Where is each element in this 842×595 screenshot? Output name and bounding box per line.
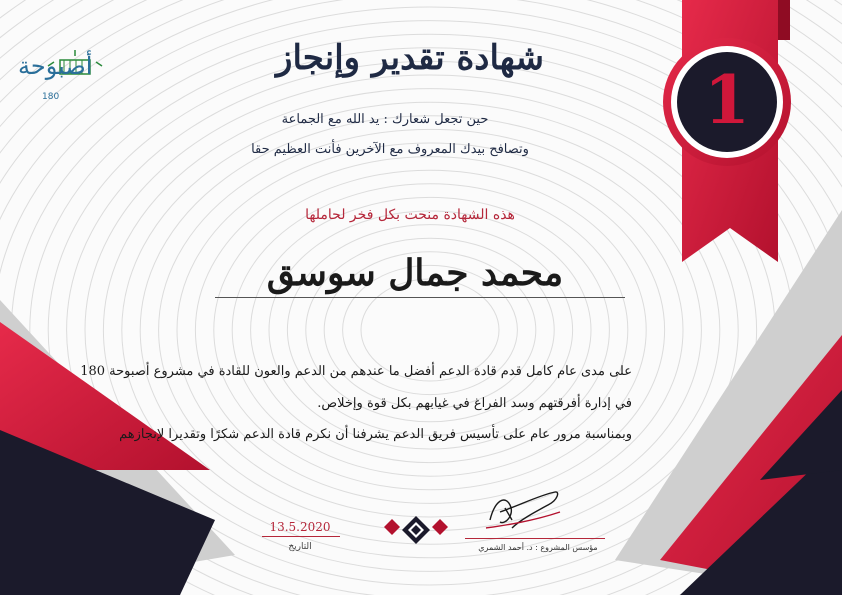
quote-line-2: وتصافح بيدك المعروف مع الآخرين فأنت العظيم حقا <box>251 142 529 157</box>
wave-line <box>269 211 591 449</box>
certificate-title: شهادة تقدير وإنجاز <box>276 38 544 78</box>
badge-rank-number: 1 <box>704 61 750 139</box>
wave-line <box>159 129 702 530</box>
wave-line <box>177 143 683 517</box>
body-text-line-3: وبمناسبة مرور عام على تأسيس فريق الدعم يشرفنا أن نكرم قادة الدعم شكرًا وتقديرا لإنجازهم <box>119 427 632 442</box>
signature-label: مؤسس المشروع : د. أحمد الشمري <box>478 543 598 552</box>
diamond-ornament <box>384 516 448 544</box>
logo-wordmark: أصبوحة <box>18 52 93 80</box>
granted-text: هذه الشهادة منحت بكل فخر لحاملها <box>305 207 515 223</box>
body-text-line-1: على مدى عام كامل قدم قادة الدعم أفضل ما عندهم من الدعم والعون للقادة في مشروع أصبوحة 180 <box>80 364 632 379</box>
date-value: 13.5.2020 <box>269 520 331 534</box>
recipient-underline <box>215 297 625 298</box>
wave-line <box>251 197 610 462</box>
wave-line <box>140 116 720 544</box>
body-text-line-2: في إدارة أفرقتهم وسد الفراغ في غيابهم بكل قوة وإخلاص. <box>317 396 632 411</box>
signature-underline <box>465 538 605 539</box>
date-underline <box>262 536 340 537</box>
recipient-name: محمد جمال سوسق <box>266 252 564 294</box>
logo-number: 180 <box>42 92 60 102</box>
quote-line-1: حين تجعل شعارك : يد الله مع الجماعة <box>281 112 489 127</box>
date-label: التاريخ <box>288 542 312 552</box>
